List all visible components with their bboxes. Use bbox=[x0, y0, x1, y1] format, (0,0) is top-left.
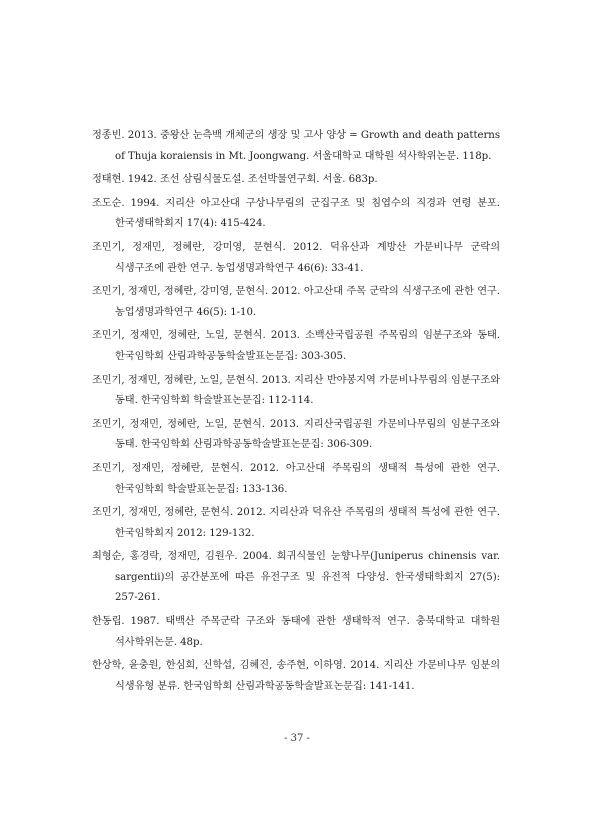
reference-item: 조민기, 정재민, 정혜란, 노일, 문현식. 2013. 지리산국립공원 가문비나무림의 임분구조와 동태. 한국임학회 산림과학공동학술발표논문집: 306-309. bbox=[92, 418, 500, 451]
reference-item: 조민기, 정재민, 정혜란, 노일, 문현식. 2013. 지리산 반야봉지역 가문비나무림의 임분구조와 동태. 한국임학회 학술발표논문집: 112-114. bbox=[92, 374, 500, 407]
reference-item: 한상학, 윤충원, 한심희, 신학섭, 김혜진, 송주현, 이하영. 2014. 지리산 가문비나무 임분의 식생유형 분류. 한국임학회 산림과학공동학술발표논문집: 141-141. bbox=[92, 660, 500, 692]
reference-item: 최형순, 홍경락, 정재민, 김원우. 2004. 희귀식물인 눈향나무(Juniperus chinensis var. sargentii)의 공간분포에 따른 유전구조 및 유전적 다양성. 한국생태학회지 27(5): 257-261. bbox=[92, 551, 500, 604]
reference-item: 조민기, 정재민, 정혜란, 강미영, 문현식. 2012. 덕유산과 계방산 가문비나무 군락의 식생구조에 관한 연구. 농업생명과학연구 46(6): 33-41. bbox=[92, 241, 500, 274]
reference-item: 조민기, 정재민, 정혜란, 강미영, 문현식. 2012. 아고산대 주목 군락의 식생구조에 관한 연구. 농업생명과학연구 46(5): 1-10. bbox=[92, 286, 500, 318]
reference-item: 조민기, 정재민, 정혜란, 문현식. 2012. 지리산과 덕유산 주목림의 생태적 특성에 관한 연구. 한국임학회지 2012: 129-132. bbox=[92, 507, 500, 539]
reference-item: 조민기, 정재민, 정혜란, 문현식. 2012. 아고산대 주목림의 생태적 특성에 관한 연구. 한국임학회 학술발표논문집: 133-136. bbox=[92, 462, 500, 495]
page-number: - 37 - bbox=[284, 733, 310, 744]
reference-item: 정태현. 1942. 조선 삼림식물도설. 조선박물연구회. 서울. 683p. bbox=[92, 174, 378, 186]
reference-item: 조도순. 1994. 지리산 아고산대 구상나무림의 군집구조 및 침엽수의 직경과 연령 분포. 한국생태학회지 17(4): 415-424. bbox=[92, 197, 500, 230]
reference-item: 정종빈. 2013. 중왕산 눈측백 개체군의 생장 및 고사 양상 = Growth and death patterns of Thuja koraiensis in Mt. Joongwang. 서울대학교 대학원 석사학위논문. 118p. bbox=[92, 130, 500, 162]
reference-item: 조민기, 정재민, 정혜란, 노일, 문현식. 2013. 소백산국립공원 주목림의 임분구조와 동태. 한국임학회 산림과학공동학술발표논문집: 303-305. bbox=[92, 330, 500, 362]
reference-item: 한동립. 1987. 태백산 주목군락 구조와 동태에 관한 생태학적 연구. 충북대학교 대학원 석사학위논문. 48p. bbox=[92, 616, 500, 648]
reference-list bbox=[92, 126, 500, 700]
